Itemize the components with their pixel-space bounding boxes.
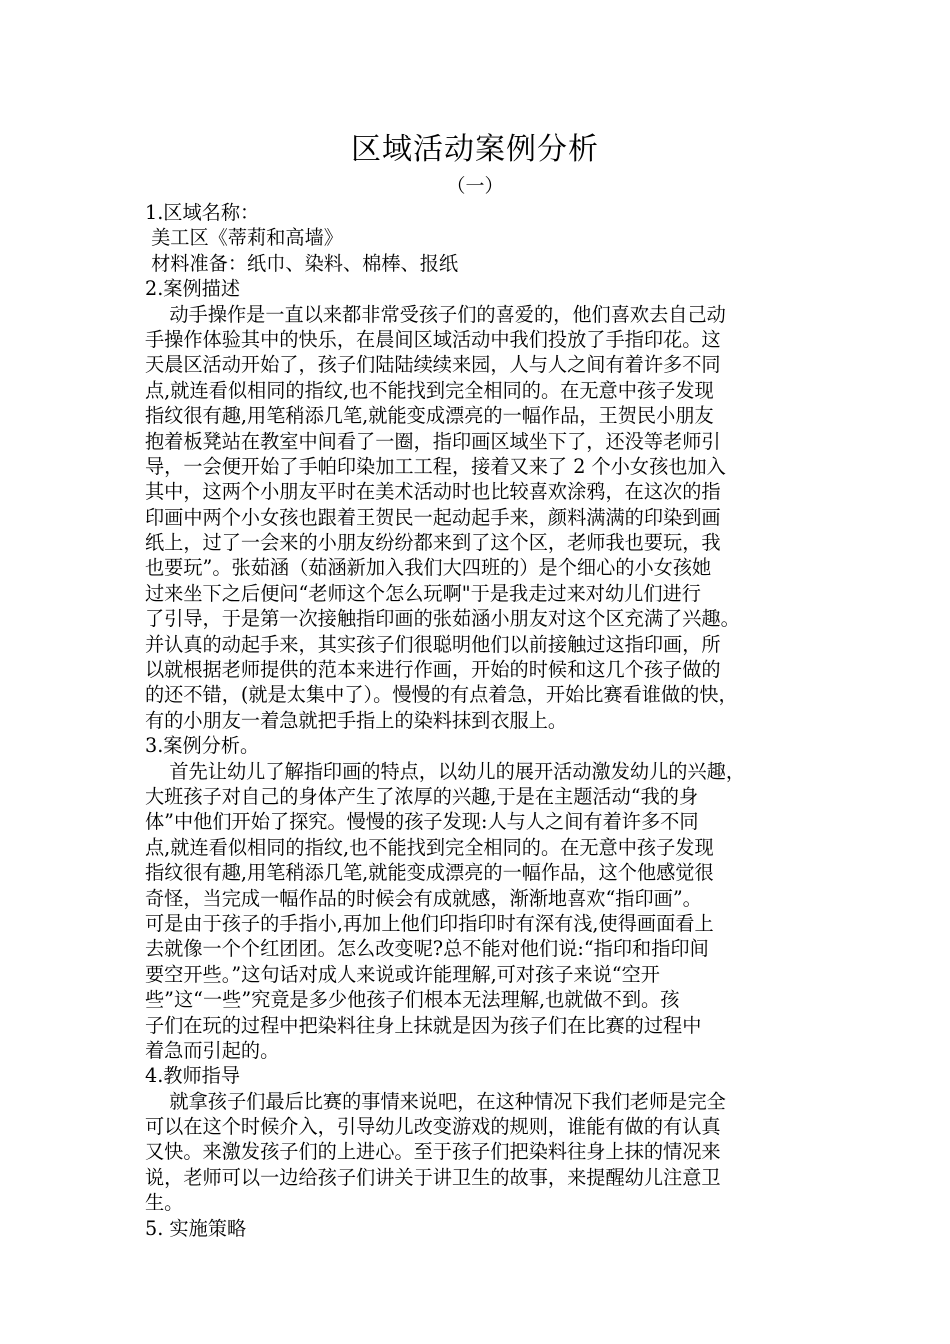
text-line: 4.教师指导	[145, 1064, 241, 1088]
text-line: 生。	[145, 1191, 184, 1215]
text-line: 体”中他们开始了探究。慢慢的孩子发现:人与人之间有着许多不同	[145, 810, 699, 834]
text-line: 3.案例分析。	[145, 734, 260, 758]
text-line: 就拿孩子们最后比赛的事情来说吧，在这种情况下我们老师是完全	[145, 1089, 726, 1113]
text-line: 指纹很有趣,用笔稍添几笔,就能变成漂亮的一幅作品，王贺民小朋友	[145, 404, 714, 428]
text-line: 过来坐下之后便问“老师这个怎么玩啊"于是我走过来对幼儿们进行	[145, 581, 701, 605]
text-line: 着急而引起的。	[145, 1038, 280, 1062]
text-line: 首先让幼儿了解指印画的特点，以幼儿的展开活动激发幼儿的兴趣，	[145, 759, 746, 783]
document-title: 区域活动案例分析	[351, 132, 599, 167]
text-line: 又快。来激发孩子们的上进心。至于孩子们把染料往身上抹的情况来	[145, 1140, 721, 1164]
text-line: 动手操作是一直以来都非常受孩子们的喜爱的，他们喜欢去自己动	[145, 302, 726, 326]
text-line: 手操作体验其中的快乐，在晨间区域活动中我们投放了手指印花。这	[145, 327, 721, 351]
text-line: 些”这“一些”究竟是多少他孩子们根本无法理解,也就做不到。孩	[145, 988, 680, 1012]
text-line: 要空开些。”这句话对成人来说或许能理解,可对孩子来说“空开	[145, 962, 660, 986]
text-line: 材料准备：纸巾、染料、棉棒、报纸	[145, 251, 459, 275]
text-line: 奇怪，当完成一幅作品的时候会有成就感，渐渐地喜欢“指印画”。	[145, 886, 702, 910]
text-line: 5. 实施策略	[145, 1216, 247, 1240]
text-line: 的还不错，(就是太集中了）。慢慢的有点着急，开始比赛看谁做的快，	[145, 683, 738, 707]
text-line: 导，一会便开始了手帕印染加工工程，接着又来了 2 个小女孩也加入	[145, 454, 726, 478]
document-body	[145, 200, 813, 1241]
text-line: 指纹很有趣,用笔稍添几笔,就能变成漂亮的一幅作品，这个他感觉很	[145, 861, 714, 885]
text-line: 并认真的动起手来，其实孩子们很聪明他们以前接触过这指印画，所	[145, 632, 721, 656]
text-line: 天晨区活动开始了，孩子们陆陆续续来园，人与人之间有着许多不同	[145, 353, 721, 377]
text-line: 1.区域名称：	[145, 201, 260, 224]
text-line: 有的小朋友一着急就把手指上的染料抹到衣服上。	[145, 708, 568, 732]
text-line: 点,就连看似相同的指纹,也不能找到完全相同的。在无意中孩子发现	[145, 835, 714, 859]
text-line: 以就根据老师提供的范本来进行作画，开始的时候和这几个孩子做的	[145, 658, 721, 682]
text-line: 抱着板凳站在教室中间看了一圈，指印画区域坐下了，还没等老师引	[145, 429, 721, 453]
text-line: 也要玩”。张茹涵（茹涵新加入我们大四班的）是个细心的小女孩她	[145, 556, 712, 580]
text-line: 去就像一个个红团团。怎么改变呢?总不能对他们说:“指印和指印间	[145, 937, 709, 961]
text-line: 大班孩子对自己的身体产生了浓厚的兴趣,于是在主题活动“我的身	[145, 784, 699, 808]
text-line: 说，老师可以一边给孩子们讲关于讲卫生的故事，来提醒幼儿注意卫	[145, 1165, 721, 1189]
text-line: 子们在玩的过程中把染料往身上抹就是因为孩子们在比赛的过程中	[145, 1013, 702, 1037]
text-line: 其中，这两个小朋友平时在美术活动时也比较喜欢涂鸦，在这次的指	[145, 480, 721, 504]
text-line: 点,就连看似相同的指纹,也不能找到完全相同的。在无意中孩子发现	[145, 378, 714, 402]
text-line: 2.案例描述	[145, 277, 241, 301]
text-line: 可是由于孩子的手指小,再加上他们印指印时有深有浅,使得画面看上	[145, 911, 714, 935]
text-line: 可以在这个时候介入，引导幼儿改变游戏的规则，谁能有做的有认真	[145, 1115, 721, 1139]
text-line: 美工区《蒂莉和高墙》	[145, 226, 343, 250]
text-line: 纸上，过了一会来的小朋友纷纷都来到了这个区，老师我也要玩，我	[145, 531, 721, 555]
text-line: 了引导，于是第一次接触指印画的张茹涵小朋友对这个区充满了兴趣。	[145, 607, 740, 631]
document-subtitle: （一）	[446, 175, 504, 197]
text-line: 印画中两个小女孩也跟着王贺民一起动起手来，颜料满满的印染到画	[145, 505, 721, 529]
